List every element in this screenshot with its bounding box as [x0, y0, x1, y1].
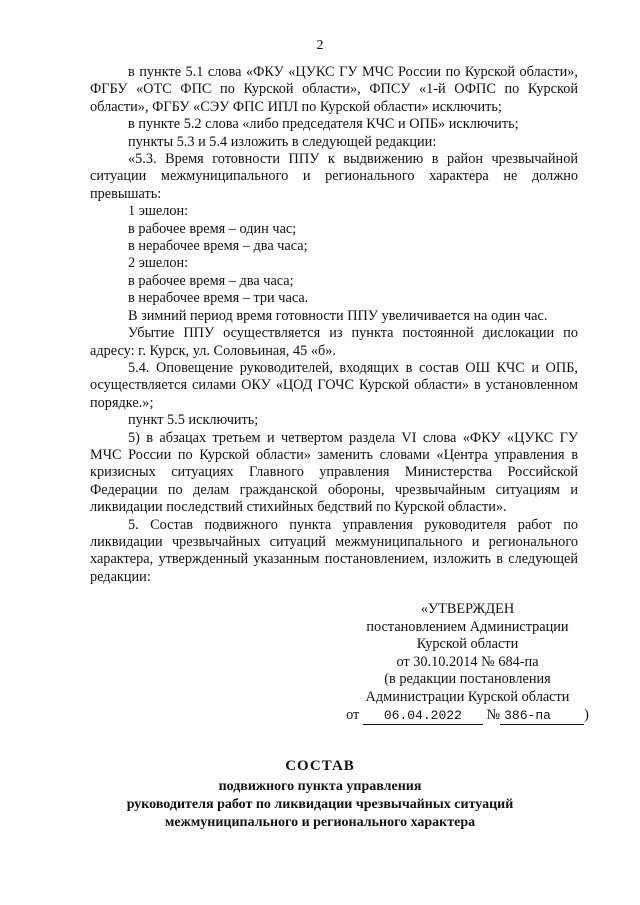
approval-line: Курской области [416, 636, 519, 653]
paragraph: 5.4. Оповещение руководителей, входящих в состав ОШ КЧС и ОПБ, осуществляется силами ОКУ «ЦОД ГОЧС Курской области» в установленном порядке.»; [90, 359, 578, 411]
section-subtitle: подвижного пункта управления [218, 779, 422, 794]
approval-date-line [340, 707, 595, 726]
paragraph: пункты 5.3 и 5.4 изложить в следующей редакции: [128, 133, 437, 150]
paragraph: 5. Состав подвижного пункта управления руководителя работ по ликвидации чрезвычайных ситуаций межмуниципального и регионального характера, утвержденный указанным постановлением, изложить в следующей редакции: [90, 516, 578, 585]
paragraph: в рабочее время – два часа; [128, 272, 294, 289]
paragraph: 1 эшелон: [128, 203, 189, 220]
paragraph: в пункте 5.1 слова «ФКУ «ЦУКС ГУ МЧС России по Курской области», ФГБУ «ОТС ФПС по Курской области», ФПСУ «1-й ОФПС по Курской области», ФГБУ «СЭУ ФПС ИПЛ по Курской области» исключить; [90, 64, 578, 115]
approval-line: от 30.10.2014 № 684-па [396, 653, 539, 670]
approval-date: 06.04.2022 [363, 707, 483, 726]
document-body [90, 64, 578, 586]
paragraph: В зимний период время готовности ППУ увеличивается на один час. [128, 307, 548, 324]
section-subtitle: межмуниципального и регионального характера [164, 815, 476, 830]
paragraph: в рабочее время – один час; [128, 220, 297, 237]
section-subtitle: руководителя работ по ликвидации чрезвычайных ситуаций [126, 797, 514, 812]
from-label: от [346, 706, 360, 723]
approval-line: (в редакции постановления [384, 671, 551, 688]
page-number: 2 [316, 38, 324, 53]
paragraph: 2 эшелон: [128, 255, 189, 272]
approval-line: «УТВЕРЖДЕН [420, 601, 515, 617]
paragraph: в нерабочее время – три часа. [128, 290, 309, 307]
approval-line: постановлением Администрации [366, 618, 569, 635]
paragraph: Убытие ППУ осуществляется из пункта постоянной дислокации по адресу: г. Курск, ул. Соловьиная, 45 «б». [90, 325, 578, 359]
closing-paren: ) [584, 706, 589, 723]
paragraph: в нерабочее время – два часа; [128, 238, 308, 255]
number-sign: № [486, 706, 501, 723]
paragraph: пункт 5.5 исключить; [128, 412, 259, 429]
paragraph: 5) в абзацах третьем и четвертом раздела VI слова «ФКУ «ЦУКС ГУ МЧС России по Курской области» заменить словами «Центра управления в кризисных ситуациях Главного управления Министерства Российской Федерации по делам гражданской обороны, чрезвычайным ситуациям и ликвидации последствий стихийных бедствий по Курской области». [90, 429, 578, 516]
paragraph: в пункте 5.2 слова «либо председателя КЧС и ОПБ» исключить; [128, 116, 519, 133]
approval-number: 386-па [500, 707, 584, 726]
paragraph: «5.3. Время готовности ППУ к выдвижению в район чрезвычайной ситуации межмуниципального и регионального характера не должно превышать: [90, 151, 578, 202]
approval-block [340, 601, 595, 725]
approval-line: Администрации Курской области [365, 688, 570, 705]
section-title: СОСТАВ [285, 758, 355, 774]
